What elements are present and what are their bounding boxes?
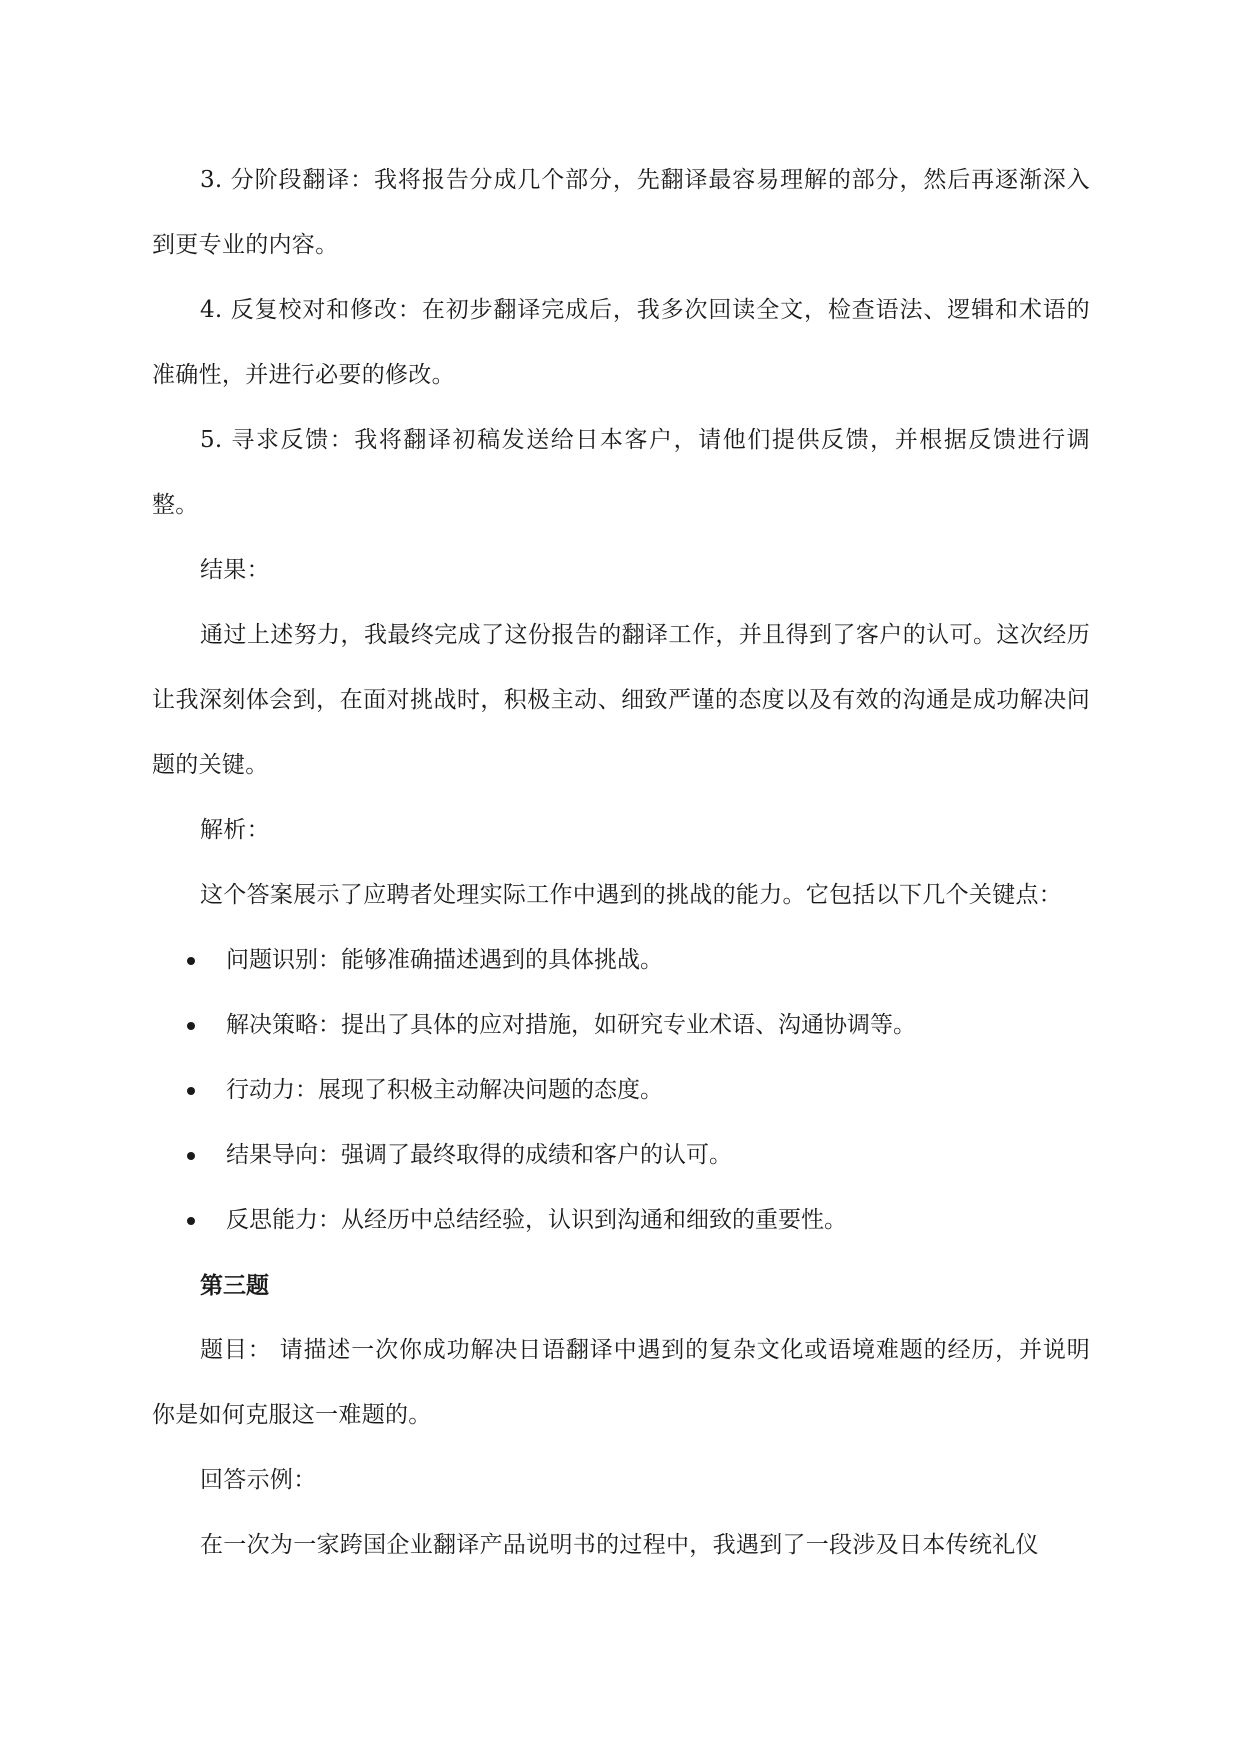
bullet-icon: [187, 1152, 195, 1160]
label-answer-example: 回答示例：: [200, 1467, 317, 1493]
bullet-icon: [187, 1087, 195, 1095]
list-item: [152, 993, 1090, 1058]
section-heading: 第三题: [200, 1272, 269, 1299]
list-item-text: 反思能力：从经历中总结经验，认识到沟通和细致的重要性。: [226, 1207, 847, 1233]
paragraph-step-3: 3. 分阶段翻译：我将报告分成几个部分，先翻译最容易理解的部分，然后再逐渐深入到更专业的内容。: [152, 167, 1090, 258]
document-page: [152, 148, 1090, 1578]
list-item-text: 行动力：展现了积极主动解决问题的态度。: [226, 1077, 663, 1103]
label-result: 结果：: [200, 557, 270, 583]
bullet-icon: [187, 1022, 195, 1030]
key-points-list: [152, 928, 1090, 1253]
paragraph-step-4: 4. 反复校对和修改：在初步翻译完成后，我多次回读全文，检查语法、逻辑和术语的准确性，并进行必要的修改。: [152, 297, 1090, 388]
list-item: [152, 1123, 1090, 1188]
paragraph-question: 题目： 请描述一次你成功解决日语翻译中遇到的复杂文化或语境难题的经历，并说明你是如何克服这一难题的。: [152, 1337, 1090, 1428]
paragraph-result: 通过上述努力，我最终完成了这份报告的翻译工作，并且得到了客户的认可。这次经历让我深刻体会到，在面对挑战时，积极主动、细致严谨的态度以及有效的沟通是成功解决问题的关键。: [152, 622, 1090, 778]
paragraph-answer: 在一次为一家跨国企业翻译产品说明书的过程中，我遇到了一段涉及日本传统礼仪: [200, 1532, 1039, 1558]
list-item-text: 结果导向：强调了最终取得的成绩和客户的认可。: [226, 1142, 732, 1168]
bullet-icon: [187, 957, 195, 965]
list-item: [152, 1058, 1090, 1123]
list-item-text: 问题识别：能够准确描述遇到的具体挑战。: [226, 947, 663, 973]
paragraph-analysis: 这个答案展示了应聘者处理实际工作中遇到的挑战的能力。它包括以下几个关键点：: [200, 882, 1063, 908]
paragraph-step-5: 5. 寻求反馈：我将翻译初稿发送给日本客户，请他们提供反馈，并根据反馈进行调整。: [152, 427, 1090, 518]
bullet-icon: [187, 1217, 195, 1225]
list-item: [152, 928, 1090, 993]
label-analysis: 解析：: [200, 817, 270, 843]
list-item-text: 解决策略：提出了具体的应对措施，如研究专业术语、沟通协调等。: [226, 1012, 916, 1038]
list-item: [152, 1188, 1090, 1253]
